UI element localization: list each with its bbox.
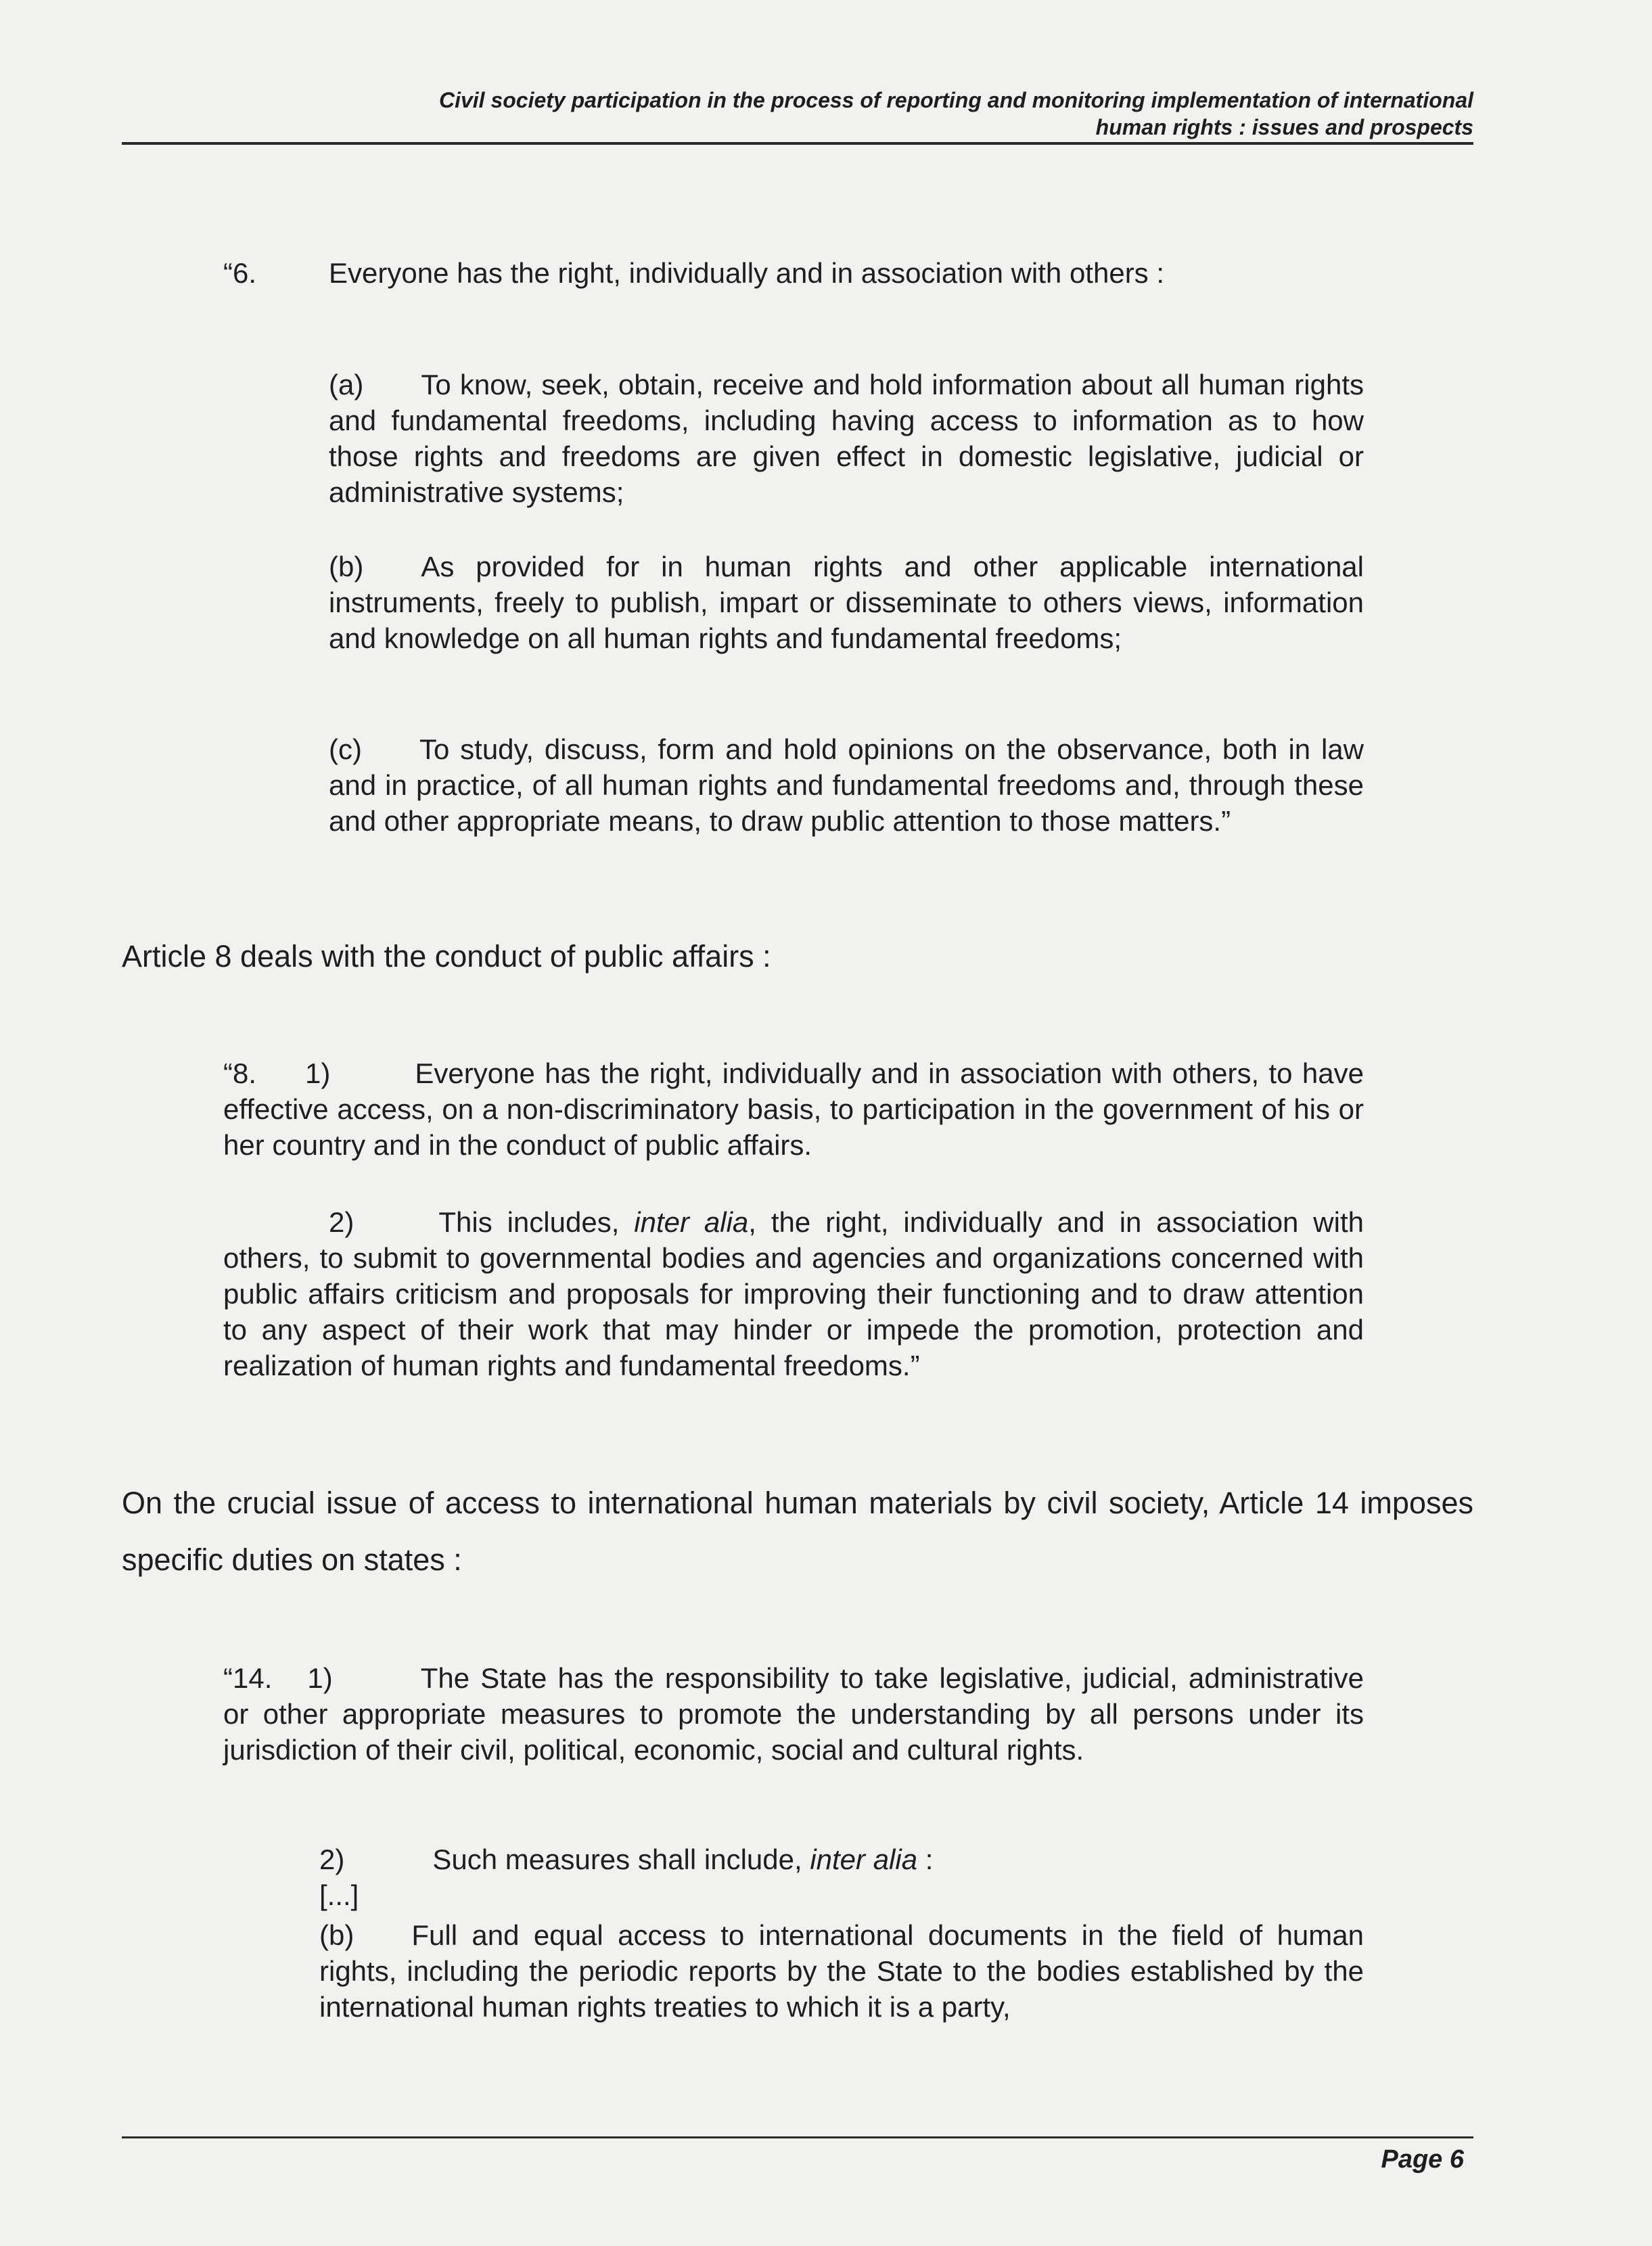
- article-14-number: “14.: [223, 1662, 273, 1694]
- item-c-label: (c): [329, 733, 362, 765]
- article-14-b-text: Full and equal access to international documents in the field of human rights, including the periodic reports by the State to the bodies established by the international human rights treaties to which it is a party,: [319, 1919, 1364, 2023]
- page-number: Page 6: [1381, 2145, 1464, 2174]
- article-8-p2-label: 2): [329, 1206, 354, 1238]
- article-8-para-2: [223, 1204, 1364, 1383]
- article-14-p2-pre: Such measures shall include,: [432, 1843, 802, 1875]
- article-6-lead: Everyone has the right, individually and in association with others :: [329, 257, 1165, 289]
- article-6-number: “6.: [223, 257, 257, 289]
- article-14-intro: On the crucial issue of access to international human materials by civil society, Article 14 imposes specific duties on states :: [122, 1486, 1473, 1577]
- article-14-item-b: [319, 1917, 1364, 2025]
- header-line-1: Civil society participation in the process of reporting and monitoring implementation of international: [438, 88, 1473, 112]
- item-a-text: To know, seek, obtain, receive and hold information about all human rights and fundamental freedoms, including having access to information as to how those rights and freedoms are given effect in domestic legislative, judicial or administrative systems;: [329, 369, 1364, 508]
- article-14-p2-post: :: [917, 1843, 934, 1875]
- article-14-p2-emphasis: inter alia: [810, 1843, 918, 1875]
- header-line-2: human rights : issues and prospects: [1095, 115, 1473, 139]
- item-a-label: (a): [329, 369, 364, 400]
- article-8-p1-label: 1): [305, 1057, 331, 1089]
- footer-divider: [122, 2136, 1473, 2138]
- article-14-para-1: [223, 1660, 1364, 1768]
- article-6-item-c: [329, 731, 1364, 839]
- item-c-text: To study, discuss, form and hold opinions on the observance, both in law and in practice, of all human rights and fundamental freedoms and, through these and other appropriate means, to draw public attention to those matters.”: [329, 733, 1364, 837]
- article-14-ellipsis: [...]: [319, 1879, 359, 1911]
- article-14-p2-label: 2): [319, 1843, 345, 1875]
- item-b-label: (b): [329, 551, 364, 582]
- article-6-item-b: [329, 549, 1364, 656]
- item-b-text: As provided for in human rights and other applicable international instruments, freely to publish, impart or disseminate to others views, information and knowledge on all human rights and fundamental freedoms;: [329, 551, 1364, 654]
- article-8-number: “8.: [223, 1057, 257, 1089]
- article-8-p2-post: , the right, individually and in association with others, to submit to governmental bodies and agencies and organizations concerned with public affairs criticism and proposals for improving their functioning and to draw attention to any aspect of their work that may hinder or impede the promotion, protection and realization of human rights and fundamental freedoms.”: [223, 1206, 1364, 1381]
- article-6-item-a: [329, 367, 1364, 510]
- article-14-para-2: [319, 1841, 1364, 1877]
- article-14-b-label: (b): [319, 1919, 354, 1951]
- article-14-p1-text: The State has the responsibility to take legislative, judicial, administrative or other appropriate measures to promote the understanding by all persons under its jurisdiction of their civil, political, economic, social and cultural rights.: [223, 1662, 1364, 1766]
- article-8-para-1: [223, 1055, 1364, 1163]
- article-8-intro: Article 8 deals with the conduct of public affairs :: [122, 939, 771, 973]
- header-divider: [122, 142, 1473, 145]
- article-8-p1-text: Everyone has the right, individually and in association with others, to have effective access, on a non-discriminatory basis, to participation in the government of his or her country and in the conduct of public affairs.: [223, 1057, 1364, 1161]
- article-8-p2-emphasis: inter alia: [634, 1206, 749, 1238]
- running-header: [122, 87, 1473, 141]
- article-14-p1-label: 1): [307, 1662, 333, 1694]
- article-8-p2-pre: This includes,: [438, 1206, 620, 1238]
